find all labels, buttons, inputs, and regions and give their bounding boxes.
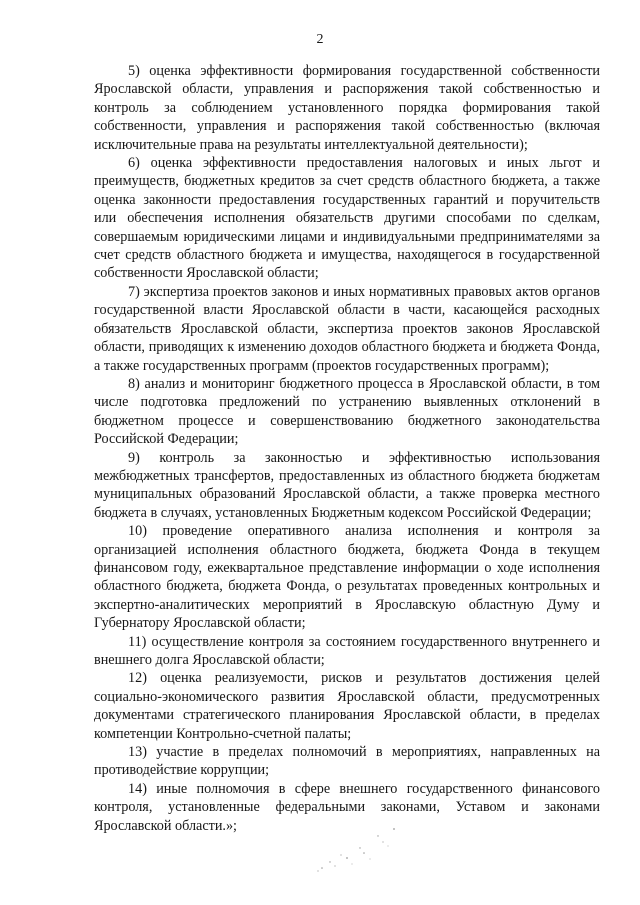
page-number: 2 [316,32,324,47]
paragraph-item-14: 14) иные полномочия в сфере внешнего государственного финансового контроля, установленные федеральными законами, Уставом и законами Ярославской области.»; [94,780,600,834]
paragraph-item-8: 8) анализ и мониторинг бюджетного процесса в Ярославской области, в том числе подготовка предложений по устранению выявленных отклонений в бюджетном процессе и совершенствованию бюджетного законодательства Российской Федерации; [94,375,600,448]
paragraph-item-10: 10) проведение оперативного анализа исполнения и контроля за организацией исполнения областного бюджета, бюджета Фонда в текущем финансовом году, ежеквартальное представление информации о ходе исполнения областного бюджета, бюджета Фонда, о результатах проведенных контрольных и экспертно-аналитических мероприятий в Ярославскую областную Думу и Губернатору Ярославской области; [94,523,600,632]
paragraph-item-13: 13) участие в пределах полномочий в мероприятиях, направленных на противодействие коррупции; [94,744,600,779]
paragraph-item-7: 7) экспертиза проектов законов и иных нормативных правовых актов органов государственной власти Ярославской области в части, касающейся расходных обязательств Ярославской области, экспертиза проектов законов Ярославской области, приводящих к изменению доходов областного бюджета и бюджета Фонда, а также государственных программ (проектов государственных программ); [94,283,600,374]
paragraph-item-9: 9) контроль за законностью и эффективностью использования межбюджетных трансфертов, предоставленных из областного бюджета бюджетам муниципальных образований Ярославской области, а также проверка местного бюджета в случаях, установленных Бюджетным кодексом Российской Федерации; [94,449,600,521]
scan-noise-specks [300,824,410,874]
paragraph-item-6: 6) оценка эффективности предоставления налоговых и иных льгот и преимуществ, бюджетных кредитов за счет средств областного бюджета, а также оценка законности предоставления государственных гарантий и поручительств или обеспечения исполнения обязательств другими способами по сделкам, совершаемым юридическими лицами и индивидуальными предпринимателями за счет средств областного бюджета и имущества, находящегося в государственной собственности Ярославской области; [94,155,600,282]
paragraph-item-12: 12) оценка реализуемости, рисков и результатов достижения целей социально-экономического развития Ярославской области, предусмотренных документами стратегического планирования Ярославской области, в пределах компетенции Контрольно-счетной палаты; [94,670,600,742]
document-body [94,62,600,835]
paragraph-item-5: 5) оценка эффективности формирования государственной собственности Ярославской области, управления и распоряжения такой собственностью и контроль за соблюдением установленного порядка формирования такой собственности, управления и распоряжения такой собственностью (включая исключительные права на результаты интеллектуальной деятельности); [94,63,600,153]
paragraph-item-11: 11) осуществление контроля за состоянием государственного внутреннего и внешнего долга Ярославской области; [94,633,600,668]
